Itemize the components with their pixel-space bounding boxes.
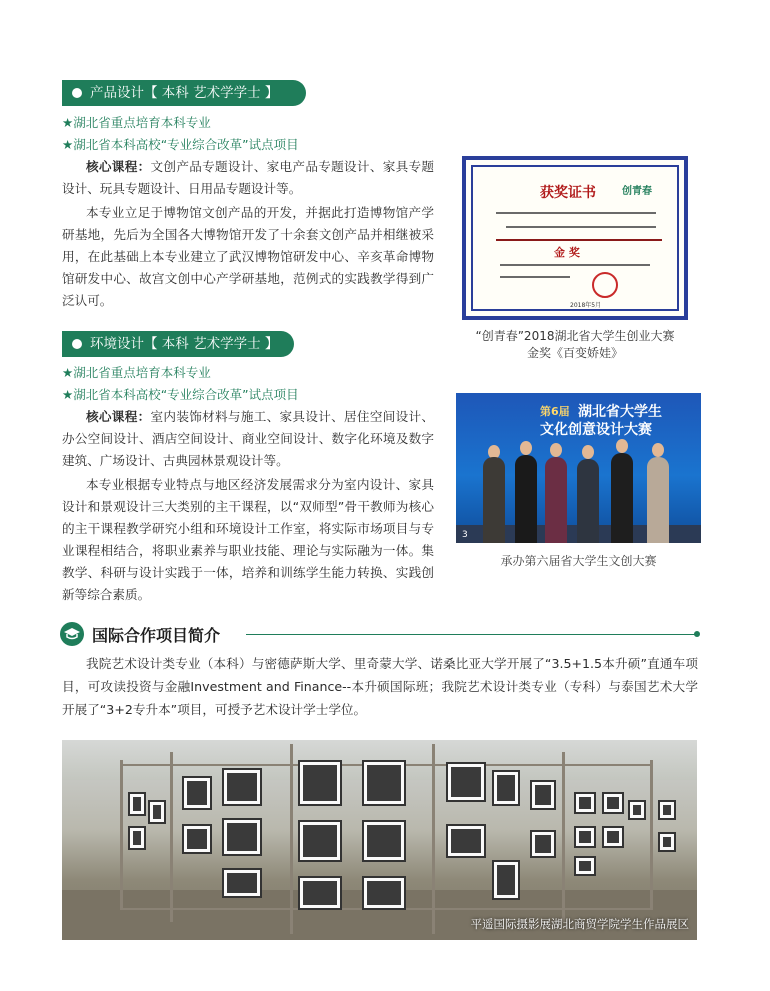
banner-subtitle: 文化创意设计大赛 <box>540 422 652 438</box>
graduation-cap-icon <box>60 622 84 646</box>
certificate-brand-logo <box>622 182 652 197</box>
photo-frame <box>222 768 262 806</box>
photo-frame <box>128 826 146 850</box>
photo-frame <box>298 820 342 862</box>
star-item: ★湖北省本科高校“专业综合改革”试点项目 <box>62 137 299 152</box>
photo-frame <box>298 760 342 806</box>
person-figure <box>647 457 669 543</box>
certificate-caption <box>448 328 702 362</box>
person-head <box>520 441 532 455</box>
banner-number: 第6届 <box>540 405 570 418</box>
photo-frame <box>222 868 262 898</box>
core-text: 文创产品专题设计、家电产品专题设计、家具专题设计、玩具专题设计、日用品专题设计等。 <box>62 159 435 196</box>
star-item: ★湖北省重点培育本科专业 <box>62 115 211 130</box>
photo-frame <box>658 800 676 820</box>
photo-frame <box>446 824 486 858</box>
photo-frame <box>628 800 646 820</box>
section-header-product-design <box>62 80 306 106</box>
frame-pole <box>290 744 293 934</box>
section-header-environment-design <box>62 331 294 357</box>
frame-pole <box>432 744 435 934</box>
person-head <box>616 439 628 453</box>
person-head <box>652 443 664 457</box>
caption-line: “创青春”2018湖北省大学生创业大赛 <box>475 329 675 343</box>
photo-frame <box>602 792 624 814</box>
frame-pole <box>650 760 653 910</box>
photo-frame <box>298 876 342 910</box>
person-head <box>582 445 594 459</box>
star-item: ★湖北省重点培育本科专业 <box>62 365 211 380</box>
certificate-date: 2018年5月 <box>570 302 602 309</box>
person-figure <box>577 459 599 543</box>
photo-frame <box>182 824 212 854</box>
core-text: 室内装饰材料与施工、家具设计、居住空间设计、办公空间设计、酒店空间设计、商业空间设计、数字化环境及数字建筑、广场设计、古典园林景观设计等。 <box>62 409 435 468</box>
certificate-text-line <box>496 239 662 241</box>
photo-frame <box>128 792 146 816</box>
photo-frame <box>148 800 166 824</box>
bullet-dot-icon <box>72 339 82 349</box>
frame-pole <box>120 760 123 910</box>
certificate-text-line <box>496 212 656 214</box>
caption-line: 金奖《百变娇娃》 <box>526 346 623 360</box>
certificate-seal-icon <box>592 272 618 298</box>
award-certificate-image <box>462 156 688 320</box>
photo-frame <box>362 876 406 910</box>
photo-frame <box>492 770 520 806</box>
person-figure <box>515 455 537 543</box>
major-description: 本专业根据专业特点与地区经济发展需求分为室内设计、家具设计和景观设计三大类别的主干课程，以“双师型”骨干教师为核心的主干课程教学研究小组和环境设计工作室，将实际市场项目与专业课程相结合，将职业素养与职业技能、理论与实际融为一体。集教学、科研与设计实践于一体，培养和训练学生能力转换、实践创新等综合素质。 <box>62 477 434 602</box>
competition-event-photo <box>456 393 701 543</box>
person-head <box>550 443 562 457</box>
person-figure <box>483 457 505 543</box>
photo-frame <box>446 762 486 802</box>
photo-frame <box>574 826 596 848</box>
photo-frame <box>530 830 556 858</box>
corner-number: 3 <box>462 530 468 540</box>
photo-frame <box>574 856 596 876</box>
brand-text: 创青春 <box>622 186 652 197</box>
certificate-title: 获奖证书 <box>540 185 596 201</box>
photo-frame <box>362 820 406 862</box>
person-figure <box>611 453 633 543</box>
section-title: 产品设计【 本科 艺术学学士 】 <box>90 85 279 101</box>
divider-end-dot <box>694 631 700 637</box>
photo-frame <box>492 860 520 900</box>
core-courses <box>62 406 434 472</box>
intl-description: 我院艺术设计类专业（本科）与密德萨斯大学、里奇蒙大学、诺桑比亚大学开展了“3.5+1.5本升硕”直通车项目，可攻读投资与金融Investment and Finance--本升硕国际班；我院艺术设计类专业（专科）与泰国艺术大学开展了“3+2专升本”项目，可授予艺术设计学士学位。 <box>62 656 698 717</box>
certificate-text-line <box>500 276 570 278</box>
photo-frame <box>530 780 556 810</box>
photo-frame <box>602 826 624 848</box>
major-description: 本专业立足于博物馆文创产品的开发，并据此打造博物馆产学研基地，先后为全国各大博物馆开发了十余套文创产品并相继被采用，在此基础上本专业建立了武汉博物馆研发中心、辛亥革命博物馆研发中心、故宫文创中心产学研基地，范例式的实践教学得到广泛认可。 <box>62 205 434 308</box>
certificate-text-line <box>506 226 656 228</box>
event-caption: 承办第六届省大学生文创大赛 <box>500 554 657 568</box>
photo-frame <box>658 832 676 852</box>
photo-frame <box>574 792 596 814</box>
core-courses <box>62 156 434 200</box>
photo-frame <box>362 760 406 806</box>
gallery-caption: 平遥国际摄影展湖北商贸学院学生作品展区 <box>470 917 689 931</box>
photo-frame <box>222 818 262 856</box>
person-figure <box>545 457 567 543</box>
certificate-text-line <box>500 264 650 266</box>
title-divider <box>246 634 698 635</box>
bullet-dot-icon <box>72 88 82 98</box>
certificate-award: 金 奖 <box>554 246 580 259</box>
frame-pole <box>562 752 565 922</box>
core-label: 核心课程： <box>86 159 151 174</box>
star-item: ★湖北省本科高校“专业综合改革”试点项目 <box>62 387 299 402</box>
photo-frame <box>182 776 212 810</box>
exhibition-photo <box>62 740 697 940</box>
section-title: 环境设计【 本科 艺术学学士 】 <box>90 336 279 352</box>
frame-pole <box>170 752 173 922</box>
banner-title: 湖北省大学生 <box>578 404 662 420</box>
core-label: 核心课程： <box>86 409 151 424</box>
intl-section-title: 国际合作项目简介 <box>92 626 221 645</box>
